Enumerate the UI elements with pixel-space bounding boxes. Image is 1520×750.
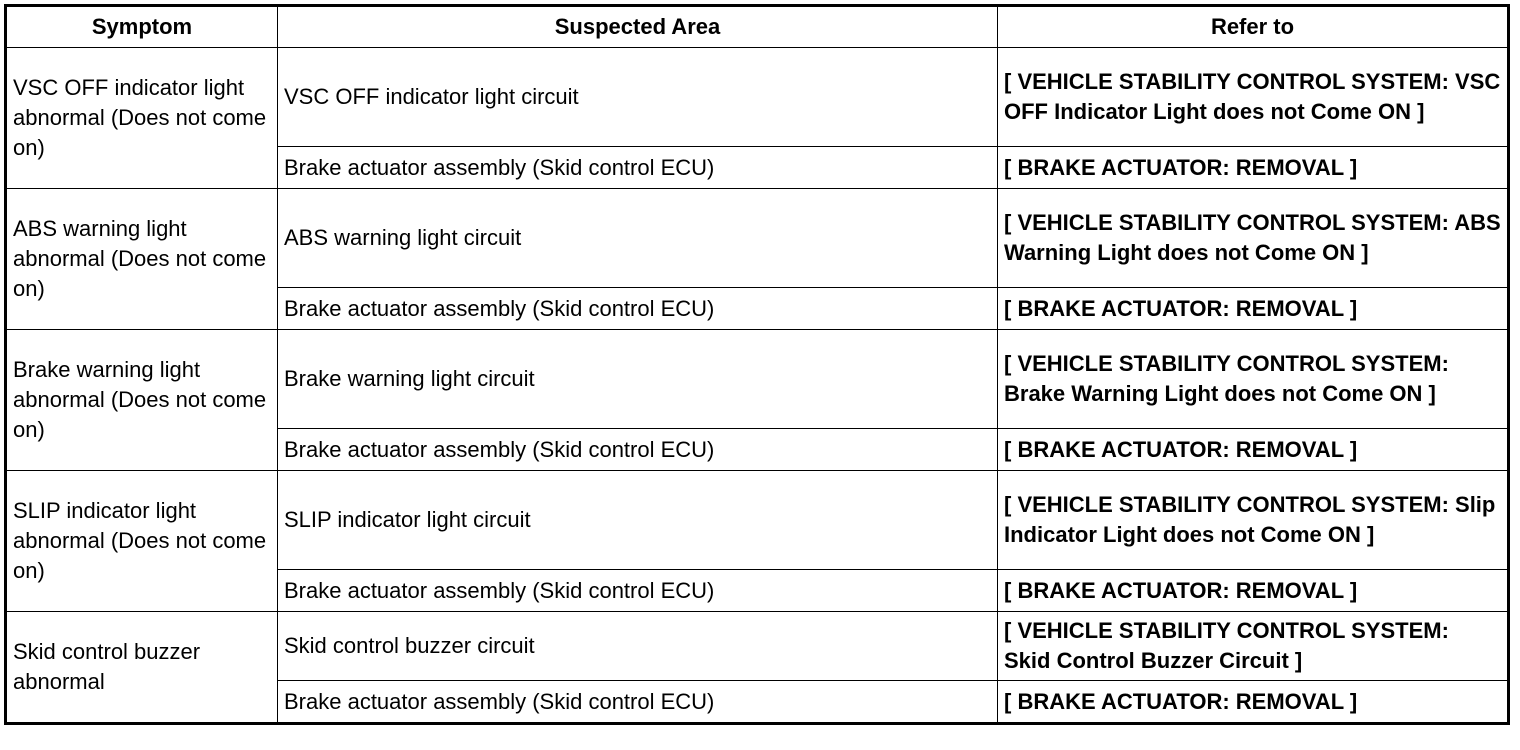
refer-to-link[interactable]: [ BRAKE ACTUATOR: REMOVAL ]: [998, 288, 1509, 330]
refer-to-link[interactable]: [ BRAKE ACTUATOR: REMOVAL ]: [998, 681, 1509, 724]
suspected-area-cell: Brake actuator assembly (Skid control ECU): [278, 570, 998, 612]
refer-to-link[interactable]: [ BRAKE ACTUATOR: REMOVAL ]: [998, 147, 1509, 189]
refer-to-link[interactable]: [ VEHICLE STABILITY CONTROL SYSTEM: VSC OFF Indicator Light does not Come ON ]: [998, 48, 1509, 147]
refer-to-link[interactable]: [ VEHICLE STABILITY CONTROL SYSTEM: Skid Control Buzzer Circuit ]: [998, 612, 1509, 681]
refer-to-link[interactable]: [ VEHICLE STABILITY CONTROL SYSTEM: Brake Warning Light does not Come ON ]: [998, 330, 1509, 429]
symptom-cell: ABS warning light abnormal (Does not come on): [6, 189, 278, 330]
suspected-area-cell: Skid control buzzer circuit: [278, 612, 998, 681]
table-row: [6, 612, 1509, 681]
column-header-suspected-area: Suspected Area: [278, 6, 998, 48]
table-row: [6, 330, 1509, 429]
suspected-area-cell: Brake warning light circuit: [278, 330, 998, 429]
refer-to-link[interactable]: [ VEHICLE STABILITY CONTROL SYSTEM: Slip Indicator Light does not Come ON ]: [998, 471, 1509, 570]
suspected-area-cell: ABS warning light circuit: [278, 189, 998, 288]
suspected-area-cell: Brake actuator assembly (Skid control ECU): [278, 429, 998, 471]
symptom-cell: SLIP indicator light abnormal (Does not come on): [6, 471, 278, 612]
table-row: [6, 471, 1509, 570]
symptom-cell: VSC OFF indicator light abnormal (Does not come on): [6, 48, 278, 189]
column-header-refer-to: Refer to: [998, 6, 1509, 48]
refer-to-link[interactable]: [ BRAKE ACTUATOR: REMOVAL ]: [998, 570, 1509, 612]
suspected-area-cell: Brake actuator assembly (Skid control ECU): [278, 681, 998, 724]
column-header-symptom: Symptom: [6, 6, 278, 48]
symptom-cell: Skid control buzzer abnormal: [6, 612, 278, 724]
diagnosis-table: [4, 4, 1510, 725]
suspected-area-cell: Brake actuator assembly (Skid control ECU): [278, 147, 998, 189]
table-row: [6, 189, 1509, 288]
suspected-area-cell: Brake actuator assembly (Skid control ECU): [278, 288, 998, 330]
table-row: [6, 48, 1509, 147]
refer-to-link[interactable]: [ BRAKE ACTUATOR: REMOVAL ]: [998, 429, 1509, 471]
table-header-row: [6, 6, 1509, 48]
refer-to-link[interactable]: [ VEHICLE STABILITY CONTROL SYSTEM: ABS Warning Light does not Come ON ]: [998, 189, 1509, 288]
suspected-area-cell: VSC OFF indicator light circuit: [278, 48, 998, 147]
suspected-area-cell: SLIP indicator light circuit: [278, 471, 998, 570]
symptom-cell: Brake warning light abnormal (Does not come on): [6, 330, 278, 471]
